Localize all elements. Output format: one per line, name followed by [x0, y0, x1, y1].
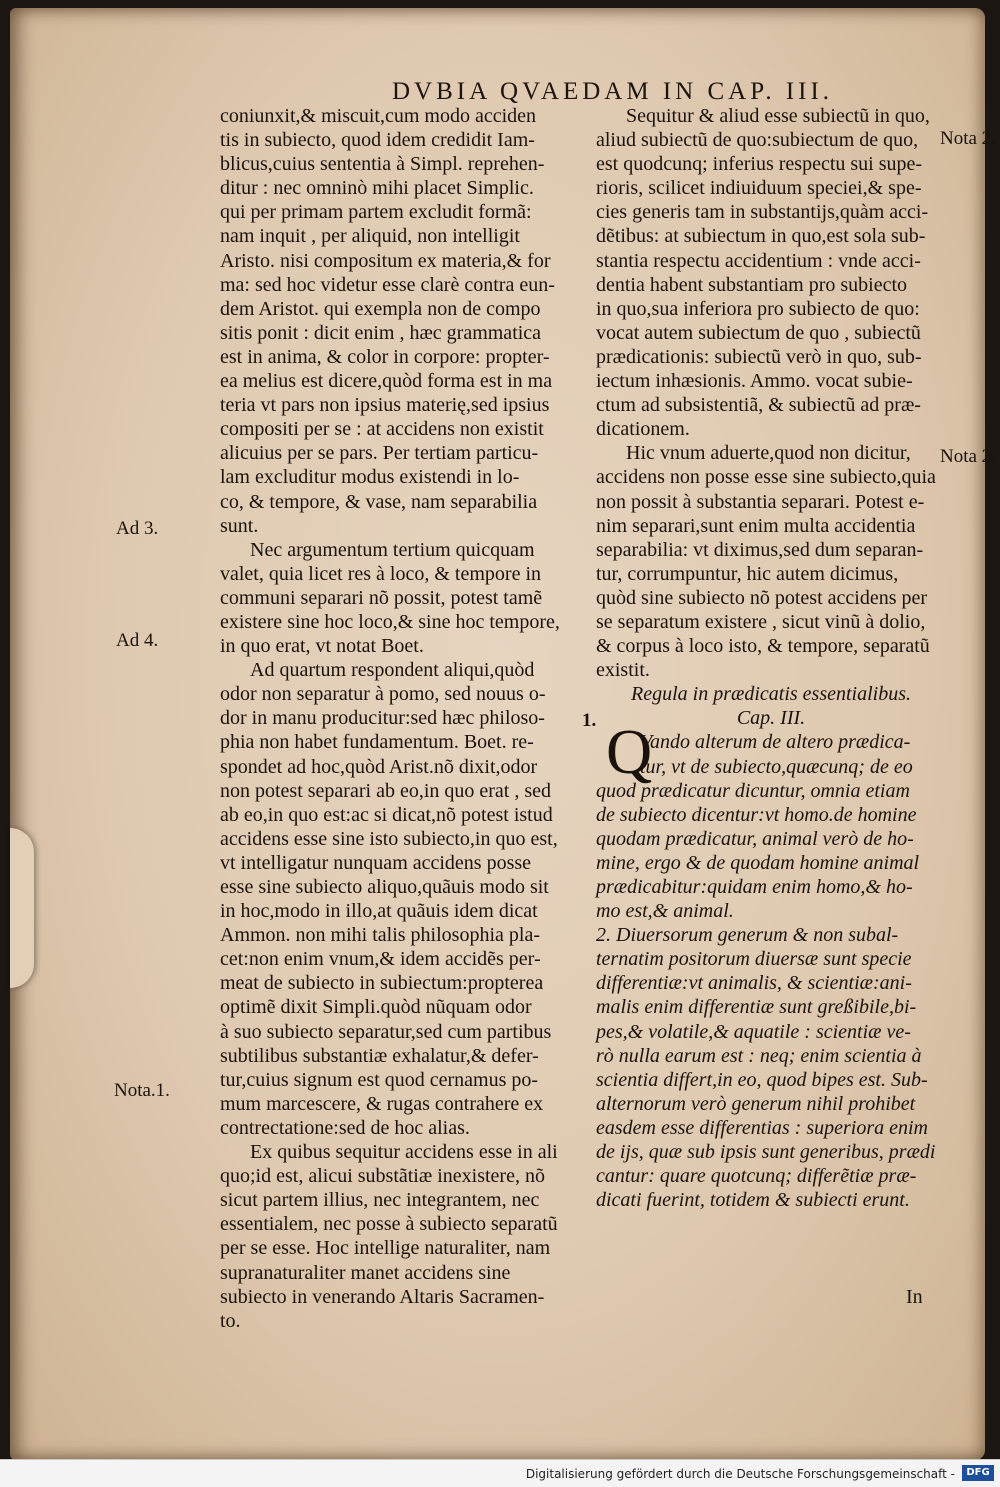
left-column-line: co, & tempore, & vase, nam separabilia — [220, 490, 538, 513]
right-column-line: quòd sine subiecto nõ potest accidens per — [596, 586, 928, 609]
left-column-line: Ammon. non mihi talis philosophia pla- — [220, 924, 540, 947]
right-column-line: differentiæ:vt animalis, & scientiæ:ani- — [596, 972, 912, 995]
right-column-line: rò nulla earum est : neq; enim scientia à — [596, 1044, 922, 1067]
left-column-line: cet:non enim vnum,& idem accidẽs per- — [220, 948, 541, 971]
right-column-line: se separatum existere , sicut vinũ à dolio, — [596, 610, 926, 633]
right-column-line: vocat autem subiectum de quo , subiectũ — [596, 321, 921, 344]
right-column-line: prædicationis: subiectũ verò in quo, sub- — [596, 345, 922, 368]
book-page — [10, 8, 996, 1460]
right-column-line: tur, corrumpuntur, hic autem dicimus, — [596, 562, 899, 585]
right-column-line: rioris, scilicet indiuiduum speciei,& spe- — [596, 177, 922, 200]
section-number-1: 1. — [582, 710, 597, 731]
left-column-line: Nec argumentum tertium quicquam — [250, 538, 535, 561]
dropcap-initial: Q — [606, 716, 653, 787]
left-column-line: dem Aristot. qui exempla non de compo — [220, 297, 541, 320]
left-column-line: alicuius per se pars. Per tertiam particu- — [220, 442, 539, 465]
right-column-line: dẽtibus: at subiectum in quo,est sola sub- — [596, 225, 926, 248]
left-column-line: ab eo,in quo est:ac si dicat,nõ potest istud — [220, 803, 553, 826]
right-column-line: Regula in prædicatis essentialibus. — [631, 683, 911, 706]
right-column-line: ternatim positorum diuersæ sunt specie — [596, 948, 912, 971]
right-column-line: dicati fuerint, totidem & subiecti erunt. — [596, 1189, 910, 1212]
left-column-line: phia non habet fundamentum. Boet. re- — [220, 731, 534, 754]
left-column-line: vt intelligatur nunquam accidens posse — [220, 851, 532, 874]
right-column-line: pes,& volatile,& aquatile : scientiæ ve- — [596, 1020, 911, 1043]
left-column-line: in hoc,modo in illo,at quãuis idem dicat — [220, 900, 538, 923]
left-column-line: blicus,cuius sententia à Simpl. reprehen- — [220, 153, 545, 176]
left-column-line: tis in subiecto, quod idem credidit Iam- — [220, 129, 535, 152]
left-column-line: dor in manu producitur:sed hæc philoso- — [220, 707, 545, 730]
right-column-line: dentia habent substantiam pro subiecto — [596, 273, 908, 296]
right-column-line: stantia respectu accidentium : vnde acci- — [596, 249, 921, 272]
left-column-line: compositi per se : at accidens non existit — [220, 418, 544, 441]
right-column-line: Vando alterum de altero prædica- — [640, 731, 911, 754]
left-column-line: mum marcescere, & rugas contrahere ex — [220, 1092, 544, 1115]
right-column-line: Hic vnum aduerte,quod non dicitur, — [626, 442, 911, 465]
left-column-line: esse sine subiecto aliquo,quãuis modo sit — [220, 876, 549, 898]
left-column-line: existere sine hoc loco,& sine hoc tempore, — [220, 610, 560, 633]
right-column-line: alternorum verò generum nihil prohibet — [596, 1092, 916, 1115]
right-column-line: mine, ergo & de quodam homine animal — [596, 851, 920, 874]
right-column-line: dicationem. — [596, 418, 690, 441]
right-column-line: separabilia: vt diximus,sed dum separan- — [596, 538, 924, 561]
page-tab-marker — [10, 828, 34, 988]
right-column-line: nim separari,sunt enim multa accidentia — [596, 514, 916, 537]
right-column-line: cies generis tam in substantijs,quàm acci- — [596, 201, 929, 224]
right-column-line: Cap. III. — [736, 707, 806, 730]
right-column-line: Sequitur & aliud esse subiectũ in quo, — [626, 105, 930, 127]
right-column-line: quodam prædicatur, animal verò de ho- — [596, 827, 914, 850]
right-column-line: scientia differt,in eo, quod bipes est. Sub- — [596, 1068, 928, 1091]
right-column-line: de ijs, quæ sub ipsis sunt generibus, prædi — [596, 1141, 936, 1164]
left-column-line: Aristo. nisi compositum ex materia,& for — [220, 249, 551, 272]
left-column-line: à suo subiecto separatur,sed cum partibus — [220, 1020, 552, 1043]
right-column-line: malis enim differentiæ sunt greßibile,bi- — [596, 996, 917, 1019]
left-column-line: teria vt pars non ipsius materię,sed ipsius — [220, 394, 550, 417]
right-column-line: prædicabitur:quidam enim homo,& ho- — [596, 876, 913, 898]
left-column-line: sunt. — [220, 514, 259, 537]
running-title: DVBIA QVAEDAM IN CAP. III. — [392, 78, 834, 105]
left-column-line: accidens esse sine isto subiecto,in quo est, — [220, 827, 558, 850]
left-column-line: quo;id est, alicui substãtiæ inexistere, nõ — [220, 1165, 545, 1188]
right-column-line: & corpus à loco isto, & tempore, separatũ — [596, 635, 930, 658]
left-column-line: est in anima, & color in corpore: propter- — [220, 345, 550, 368]
right-column-line: aliud subiectũ de quo:subiectum de quo, — [596, 129, 919, 152]
right-column-line: 2. Diuersorum generum & non subal- — [596, 924, 899, 947]
left-column-line: communi separari nõ possit, potest tamẽ — [220, 586, 543, 609]
margin-note-nota1: Nota.1. — [114, 1080, 170, 1101]
left-column-line: odor non separatur à pomo, sed nouus o- — [220, 683, 546, 706]
footer-credit-text: Digitalisierung gefördert durch die Deutsche Forschungsgemeinschaft - — [525, 1467, 955, 1481]
left-column-line: subiecto in venerando Altaris Sacramen- — [220, 1285, 545, 1308]
right-text-column — [596, 104, 946, 1212]
left-column-line: tur,cuius signum est quod cernamus po- — [220, 1068, 539, 1091]
left-column-line: non potest separari ab eo,in quo erat , sed — [220, 779, 552, 802]
left-column-line: Ad quartum respondent aliqui,quòd — [250, 659, 535, 682]
right-column-line: est quodcunq; inferius respectu sui supe- — [596, 153, 923, 176]
left-column-line: essentialem, nec posse à subiecto separatũ — [220, 1213, 558, 1236]
right-column-line: de subiecto dicentur:vt homo.de homine — [596, 803, 917, 826]
right-column-line: accidens non posse esse sine subiecto,quia — [596, 466, 936, 489]
right-column-line: non possit à substantia separari. Potest e- — [596, 490, 925, 513]
left-column-line: meat de subiecto in subiectum:propterea — [220, 972, 544, 995]
right-column-line: mo est,& animal. — [596, 900, 734, 923]
left-column-line: lam excluditur modus existendi in lo- — [220, 466, 520, 489]
left-column-line: sitis ponit : dicit enim , hæc grammatica — [220, 321, 542, 344]
left-column-line: qui per primam partem excludit formã: — [220, 201, 532, 224]
margin-note-ad4: Ad 4. — [116, 630, 159, 651]
left-column-line: ma: sed hoc videtur esse clarè contra eun- — [220, 273, 555, 296]
left-column-line: supranaturaliter manet accidens sine — [220, 1261, 511, 1284]
left-column-line: contrectatione:sed de hoc alias. — [220, 1116, 470, 1139]
left-column-line: valet, quia licet res à loco, & tempore in — [220, 562, 541, 585]
left-column-line: coniunxit,& miscuit,cum modo acciden — [220, 105, 537, 127]
left-column-line: nam inquit , per aliquid, non intelligit — [220, 225, 520, 248]
left-column-line: spondet ad hoc,quòd Arist.nõ dixit,odor — [220, 755, 538, 778]
right-column-line: iectum inhæsionis. Ammo. vocat subie- — [596, 370, 913, 393]
right-column-line: existit. — [596, 659, 650, 682]
catchword: In — [906, 1286, 923, 1308]
dfg-logo: DFG — [962, 1465, 994, 1481]
right-column-line: in quo,sua inferiora pro subiecto de quo: — [596, 297, 920, 320]
left-column-line: ditur : nec omninò mihi placet Simplic. — [220, 177, 534, 200]
left-text-column — [220, 104, 588, 1333]
left-column-line: Ex quibus sequitur accidens esse in ali — [250, 1141, 558, 1164]
left-column-line: in quo erat, vt notat Boet. — [220, 635, 424, 658]
left-column-line: optimẽ dixit Simpli.quòd nũquam odor — [220, 996, 532, 1019]
left-column-line: subtilibus substantiæ exhalatur,& defer- — [220, 1044, 539, 1067]
right-column-line: quod prædicatur dicuntur, omnia etiam — [596, 779, 910, 802]
margin-note-nota2-mid: Nota 2. — [940, 446, 996, 467]
right-column-line: ctum ad subsistentiã, & subiectũ ad præ- — [596, 394, 921, 417]
digitization-footer — [0, 1459, 1000, 1487]
left-column-line: to. — [220, 1309, 241, 1332]
left-column-line: sicut partem illius, nec integrantem, nec — [220, 1189, 540, 1212]
margin-note-ad3: Ad 3. — [116, 518, 159, 539]
margin-note-nota2-top: Nota 2. — [940, 128, 996, 149]
right-column-line: tur, vt de subiecto,quæcunq; de eo — [640, 755, 913, 778]
left-column-line: ea melius est dicere,quòd forma est in ma — [220, 370, 553, 393]
right-column-line: cantur: quare quotcunq; differẽtiæ præ- — [596, 1165, 917, 1188]
left-column-line: per se esse. Hoc intellige naturaliter, nam — [220, 1237, 551, 1260]
right-column-line: easdem esse differentias : superiora enim — [596, 1116, 928, 1139]
